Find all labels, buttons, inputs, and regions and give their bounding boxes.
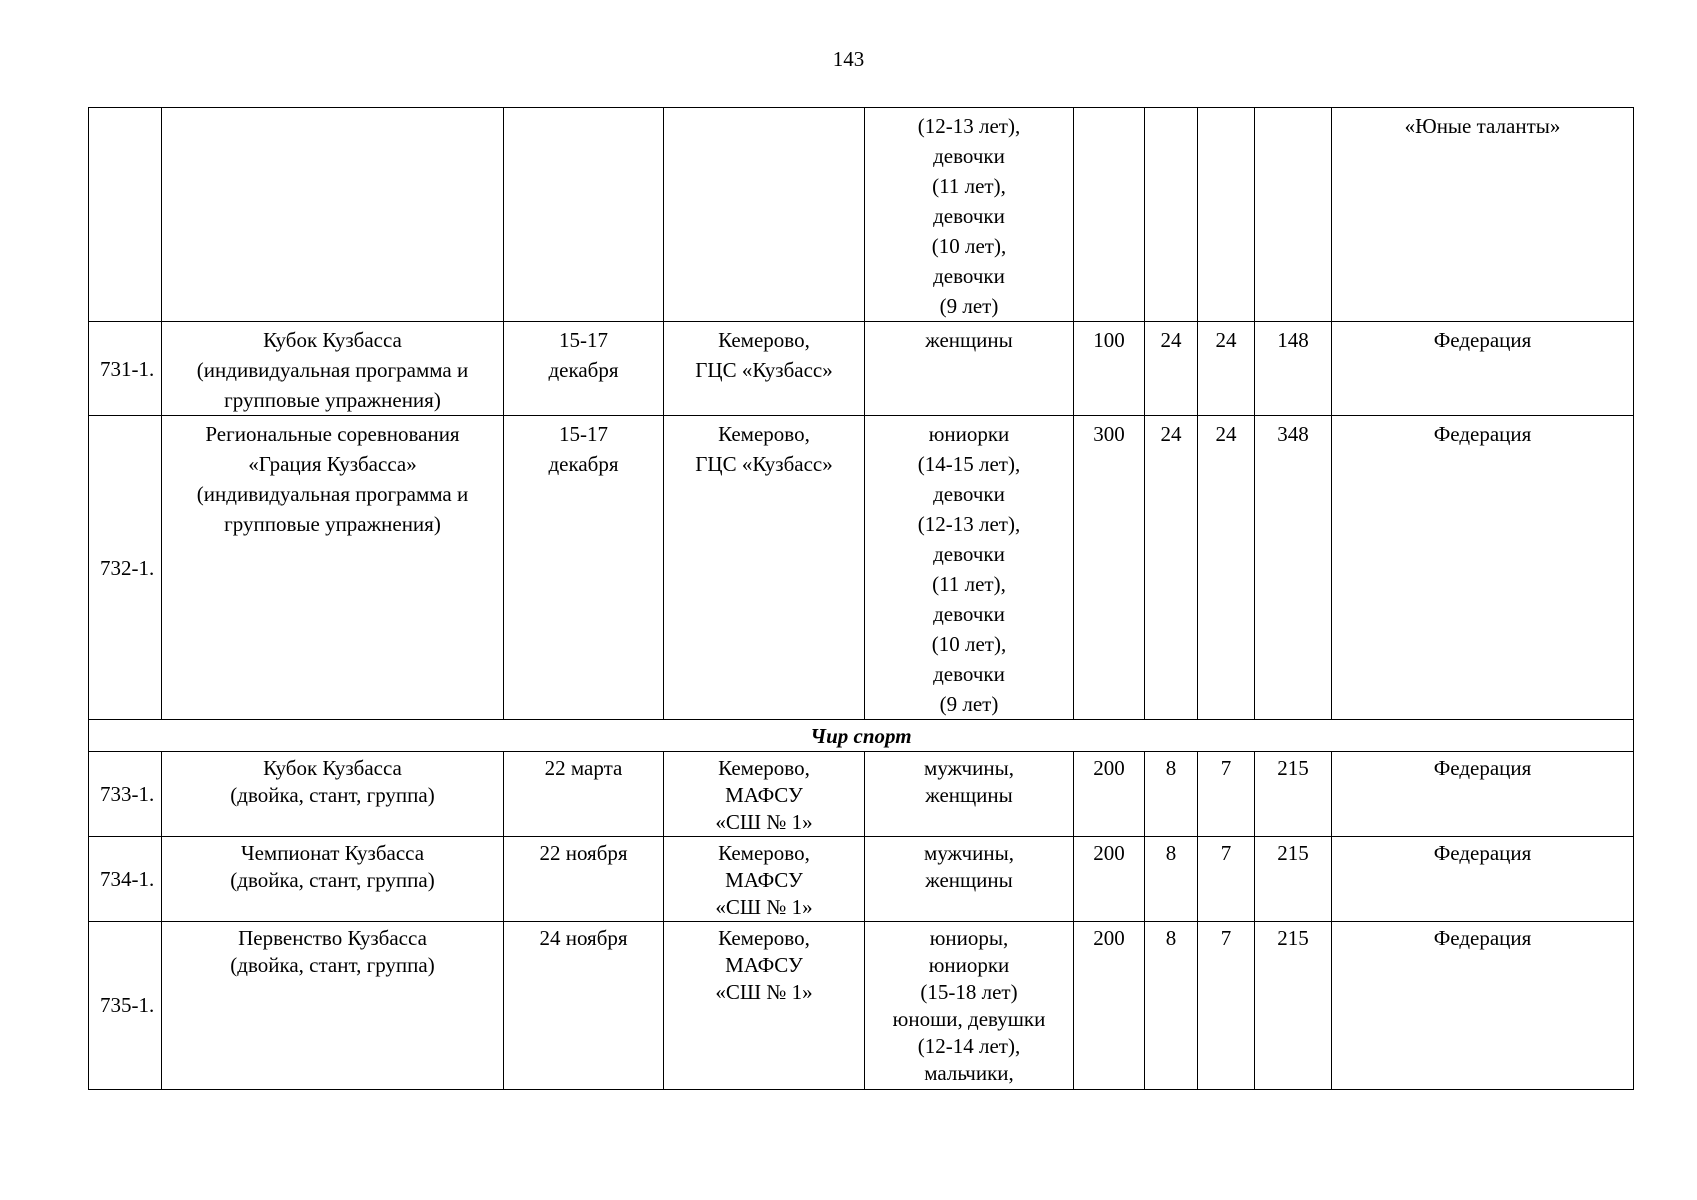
- event-place: Кемерово, МАФСУ «СШ № 1»: [664, 837, 865, 922]
- event-date: 24 ноября: [504, 922, 664, 1090]
- event-name: Первенство Кузбасса (двойка, стант, группа): [162, 922, 504, 1090]
- table-row: [89, 416, 1634, 720]
- section-row: [89, 720, 1634, 752]
- event-place: Кемерово, ГЦС «Кузбасс»: [664, 322, 865, 416]
- event-number: [89, 108, 162, 322]
- event-date: [504, 108, 664, 322]
- count-judges: [1198, 108, 1255, 322]
- event-place: Кемерово, МАФСУ «СШ № 1»: [664, 752, 865, 837]
- event-date: 15-17 декабря: [504, 416, 664, 720]
- event-name: [162, 108, 504, 322]
- count-athletes: 200: [1074, 922, 1145, 1090]
- event-number: 733-1.: [89, 752, 162, 837]
- count-judges: 7: [1198, 922, 1255, 1090]
- event-date: 15-17 декабря: [504, 322, 664, 416]
- event-place: [664, 108, 865, 322]
- organizer: Федерация: [1332, 752, 1634, 837]
- organizer: Федерация: [1332, 837, 1634, 922]
- event-participants: юниорки (14-15 лет), девочки (12-13 лет), девочки (11 лет), девочки (10 лет), девочки (9 лет): [865, 416, 1074, 720]
- event-participants: мужчины, женщины: [865, 752, 1074, 837]
- count-judges: 24: [1198, 322, 1255, 416]
- event-participants: юниоры, юниорки (15-18 лет) юноши, девушки (12-14 лет), мальчики,: [865, 922, 1074, 1090]
- count-athletes: [1074, 108, 1145, 322]
- event-participants: (12-13 лет), девочки (11 лет), девочки (10 лет), девочки (9 лет): [865, 108, 1074, 322]
- count-coaches: 8: [1145, 922, 1198, 1090]
- count-judges: 7: [1198, 837, 1255, 922]
- event-name: Региональные соревнования «Грация Кузбасса» (индивидуальная программа и групповые упражнения): [162, 416, 504, 720]
- count-total: 215: [1255, 922, 1332, 1090]
- table-row: [89, 108, 1634, 322]
- section-title: Чир спорт: [89, 720, 1634, 752]
- event-place: Кемерово, ГЦС «Кузбасс»: [664, 416, 865, 720]
- count-total: [1255, 108, 1332, 322]
- count-judges: 7: [1198, 752, 1255, 837]
- event-date: 22 марта: [504, 752, 664, 837]
- count-coaches: 8: [1145, 752, 1198, 837]
- event-number: 735-1.: [89, 922, 162, 1090]
- count-total: 148: [1255, 322, 1332, 416]
- count-athletes: 300: [1074, 416, 1145, 720]
- page-number: 143: [832, 47, 865, 71]
- table-row: [89, 752, 1634, 837]
- count-athletes: 100: [1074, 322, 1145, 416]
- count-coaches: 24: [1145, 416, 1198, 720]
- organizer: Федерация: [1332, 922, 1634, 1090]
- event-participants: мужчины, женщины: [865, 837, 1074, 922]
- count-athletes: 200: [1074, 837, 1145, 922]
- event-date: 22 ноября: [504, 837, 664, 922]
- count-athletes: 200: [1074, 752, 1145, 837]
- event-name: Чемпионат Кузбасса (двойка, стант, группа): [162, 837, 504, 922]
- table-row: [89, 837, 1634, 922]
- count-coaches: 24: [1145, 322, 1198, 416]
- event-number: 731-1.: [89, 322, 162, 416]
- events-table: [88, 107, 1634, 1090]
- count-total: 348: [1255, 416, 1332, 720]
- organizer: Федерация: [1332, 416, 1634, 720]
- count-judges: 24: [1198, 416, 1255, 720]
- event-name: Кубок Кузбасса (индивидуальная программа и групповые упражнения): [162, 322, 504, 416]
- table-row: [89, 322, 1634, 416]
- organizer: «Юные таланты»: [1332, 108, 1634, 322]
- table-row: [89, 922, 1634, 1090]
- organizer: Федерация: [1332, 322, 1634, 416]
- count-coaches: [1145, 108, 1198, 322]
- count-total: 215: [1255, 837, 1332, 922]
- count-total: 215: [1255, 752, 1332, 837]
- event-number: 734-1.: [89, 837, 162, 922]
- event-name: Кубок Кузбасса (двойка, стант, группа): [162, 752, 504, 837]
- event-place: Кемерово, МАФСУ «СШ № 1»: [664, 922, 865, 1090]
- count-coaches: 8: [1145, 837, 1198, 922]
- event-participants: женщины: [865, 322, 1074, 416]
- event-number: 732-1.: [89, 416, 162, 720]
